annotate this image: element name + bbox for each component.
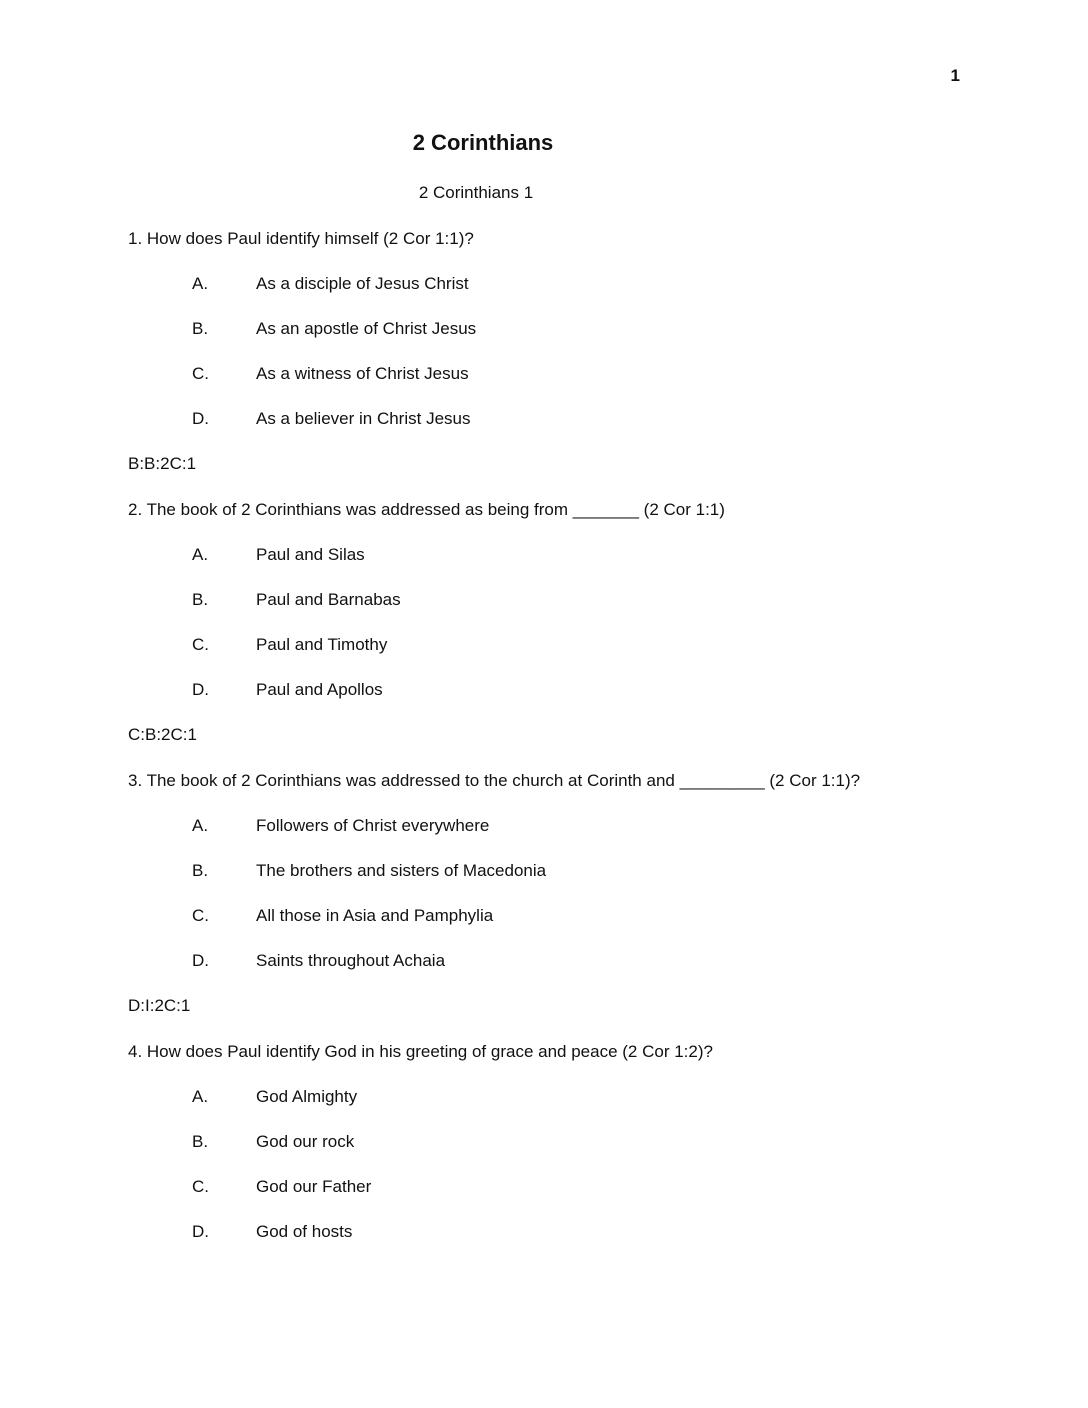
option-text: Paul and Barnabas <box>256 590 401 609</box>
question-text: 2. The book of 2 Corinthians was addressed as being from _______ (2 Cor 1:1) <box>128 500 725 519</box>
option-letter: C. <box>192 364 209 383</box>
option-a <box>128 816 958 836</box>
answer-code: C:B:2C:1 <box>128 725 197 744</box>
option-b <box>128 1132 958 1152</box>
option-text: God Almighty <box>256 1087 358 1106</box>
option-d <box>128 680 958 700</box>
option-letter: A. <box>192 545 209 564</box>
question-4 <box>128 1042 958 1242</box>
question-text: 4. How does Paul identify God in his greeting of grace and peace (2 Cor 1:2)? <box>128 1042 713 1061</box>
answer-options <box>128 816 958 971</box>
question-list <box>128 229 958 1267</box>
option-c <box>128 364 958 384</box>
option-a <box>128 1087 958 1107</box>
option-text: God of hosts <box>256 1222 353 1241</box>
option-letter: D. <box>192 951 209 970</box>
option-a <box>128 274 958 294</box>
option-c <box>128 1177 958 1197</box>
option-d <box>128 409 958 429</box>
option-text: The brothers and sisters of Macedonia <box>256 861 547 880</box>
option-b <box>128 861 958 881</box>
option-letter: A. <box>192 274 209 293</box>
question-text: 3. The book of 2 Corinthians was addressed to the church at Corinth and _________ (2 Cor 1:1)? <box>128 771 861 790</box>
chapter-heading: 2 Corinthians 1 <box>418 183 534 202</box>
option-c <box>128 635 958 655</box>
option-text: Paul and Timothy <box>256 635 388 654</box>
answer-code: B:B:2C:1 <box>128 454 197 473</box>
option-text: Saints throughout Achaia <box>256 951 446 970</box>
answer-options <box>128 1087 958 1242</box>
option-letter: D. <box>192 1222 209 1241</box>
answer-options <box>128 545 958 700</box>
option-text: Followers of Christ everywhere <box>256 816 490 835</box>
page-number: 1 <box>950 66 960 85</box>
option-c <box>128 906 958 926</box>
option-letter: C. <box>192 906 209 925</box>
option-text: As a disciple of Jesus Christ <box>256 274 469 293</box>
document-title: 2 Corinthians <box>412 130 554 155</box>
question-1 <box>128 229 958 474</box>
option-letter: B. <box>192 861 209 880</box>
question-2 <box>128 500 958 745</box>
option-text: As a believer in Christ Jesus <box>256 409 471 428</box>
option-letter: C. <box>192 635 209 654</box>
option-text: All those in Asia and Pamphylia <box>256 906 494 925</box>
option-letter: C. <box>192 1177 209 1196</box>
option-text: Paul and Apollos <box>256 680 383 699</box>
option-letter: B. <box>192 590 209 609</box>
option-letter: D. <box>192 680 209 699</box>
option-text: God our Father <box>256 1177 372 1196</box>
question-text: 1. How does Paul identify himself (2 Cor 1:1)? <box>128 229 474 248</box>
answer-options <box>128 274 958 429</box>
option-d <box>128 951 958 971</box>
option-letter: A. <box>192 816 209 835</box>
option-b <box>128 590 958 610</box>
option-b <box>128 319 958 339</box>
option-text: God our rock <box>256 1132 355 1151</box>
option-letter: A. <box>192 1087 209 1106</box>
answer-code: D:I:2C:1 <box>128 996 191 1015</box>
option-text: As a witness of Christ Jesus <box>256 364 469 383</box>
option-letter: B. <box>192 1132 209 1151</box>
option-text: Paul and Silas <box>256 545 365 564</box>
option-text: As an apostle of Christ Jesus <box>256 319 477 338</box>
option-letter: D. <box>192 409 209 428</box>
option-letter: B. <box>192 319 209 338</box>
question-3 <box>128 771 958 1016</box>
option-d <box>128 1222 958 1242</box>
option-a <box>128 545 958 565</box>
